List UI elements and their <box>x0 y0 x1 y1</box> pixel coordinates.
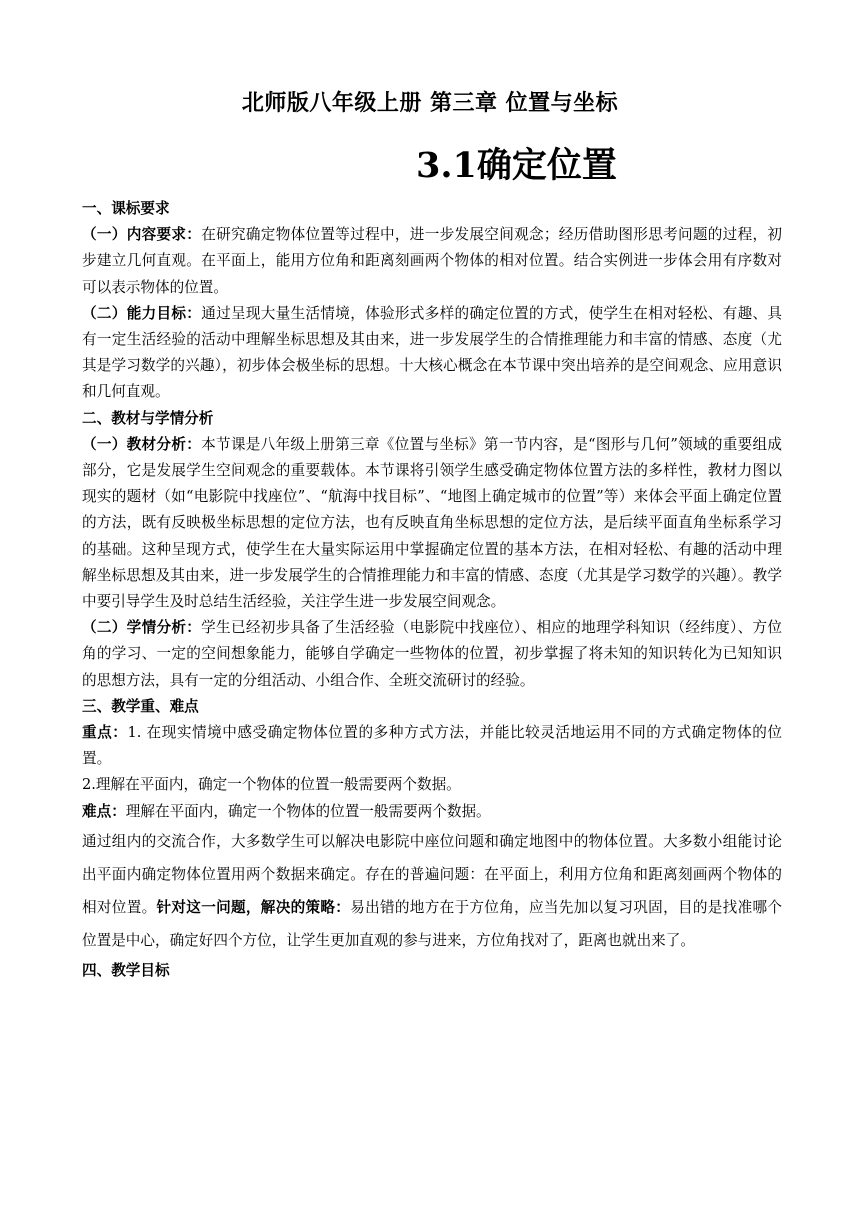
paragraph-key-point <box>82 720 782 772</box>
document-subtitle: 3.1确定位置 <box>416 145 617 186</box>
paragraph-textbook-analysis <box>82 432 782 615</box>
document-title: 北师版八年级上册 第三章 位置与坐标 <box>241 91 619 116</box>
paragraph-bold-text: 针对这一问题，解决的策略： <box>156 899 351 917</box>
section-heading-4: 四、教学目标 <box>82 961 170 979</box>
paragraph-text: 本节课是八年级上册第三章《位置与坐标》第一节内容，是“图形与几何”领域的重要组成部分，它是发展学生空间观念的重要载体。本节课将引领学生感受确定物体位置方法的多样性，教材力图以现实的题材（如“电影院中找座位”、“航海中找目标”、“地图上确定城市的位置”等）来体会平面上确定位置的方法，既有反映极坐标思想的定位方法，也有反映直角坐标思想的定位方法，是后续平面直角坐标系学习的基础。这种呈现方式，使学生在大量实际运用中掌握确定位置的基本方法，在相对轻松、有趣的活动中理解坐标思想及其由来，进一步发展学生的合情推理能力和丰富的情感、态度（尤其是学习数学的兴趣）。教学中要引导学生及时总结生活经验，关注学生进一步发展空间观念。 <box>82 435 782 611</box>
section-heading-1: 一、课标要求 <box>82 200 170 217</box>
paragraph-text: 通过呈现大量生活情境，体验形式多样的确定位置的方式，使学生在相对轻松、有趣、具有一定生活经验的活动中理解坐标思想及其由来，进一步发展学生的合情推理能力和丰富的情感、态度（尤其是学习数学的兴趣），初步体会极坐标的思想。十大核心概念在本节课中突出培养的是空间观念、应用意识和几何直观。 <box>82 304 782 401</box>
paragraph-strategy <box>82 825 782 958</box>
paragraph-difficult-point <box>82 799 782 825</box>
paragraph-content-requirements <box>82 222 782 301</box>
paragraph-label: （二）学情分析： <box>82 619 202 637</box>
document-body <box>82 196 782 984</box>
paragraph-label: （一）教材分析： <box>82 435 202 453</box>
paragraph-label: （二）能力目标： <box>82 304 202 322</box>
paragraph-text: 在研究确定物体位置等过程中，进一步发展空间观念；经历借助图形思考问题的过程，初步建立几何直观。在平面上，能用方位角和距离刻画两个物体的相对位置。结合实例进一步体会用有序数对可以表示物体的位置。 <box>82 226 782 296</box>
paragraph-text: 易出错的地方在于方位角，应当先加以复习巩固，目的是找准哪个位置是中心，确定好四个方位，让学生更加直观的参与进来，方位角找对了，距离也就出来了。 <box>82 899 782 950</box>
paragraph-label: （一）内容要求： <box>82 226 202 244</box>
section-heading-2: 二、教材与学情分析 <box>82 409 214 427</box>
paragraph-label: 重点： <box>82 724 128 742</box>
paragraph-student-analysis <box>82 615 782 694</box>
section-heading-3: 三、教学重、难点 <box>82 697 199 715</box>
paragraph-text: 1. 在现实情境中感受确定物体位置的多种方式方法，并能比较灵活地运用不同的方式确定物体的位置。 <box>82 724 782 768</box>
paragraph-text: 学生已经初步具备了生活经验（电影院中找座位）、相应的地理学科知识（经纬度）、方位角的学习、一定的空间想象能力，能够自学确定一些物体的位置，初步掌握了将未知的知识转化为已知知识的思想方法，具有一定的分组活动、小组合作、全班交流研讨的经验。 <box>82 619 782 689</box>
paragraph-ability-goals <box>82 301 782 406</box>
paragraph-text: 理解在平面内，确定一个物体的位置一般需要两个数据。 <box>125 802 491 820</box>
paragraph-text: 通过组内的交流合作，大多数学生可以解决电影院中座位问题和确定地图中的物体位置。大多数小组能讨论出平面内确定物体位置用两个数据来确定。存在的普遍问题：在平面上，利用方位角和距离刻画两个物体的相对位置。 <box>82 832 782 917</box>
paragraph-label: 难点： <box>82 802 126 820</box>
paragraph-key-point-2: 2.理解在平面内，确定一个物体的位置一般需要两个数据。 <box>82 776 461 794</box>
